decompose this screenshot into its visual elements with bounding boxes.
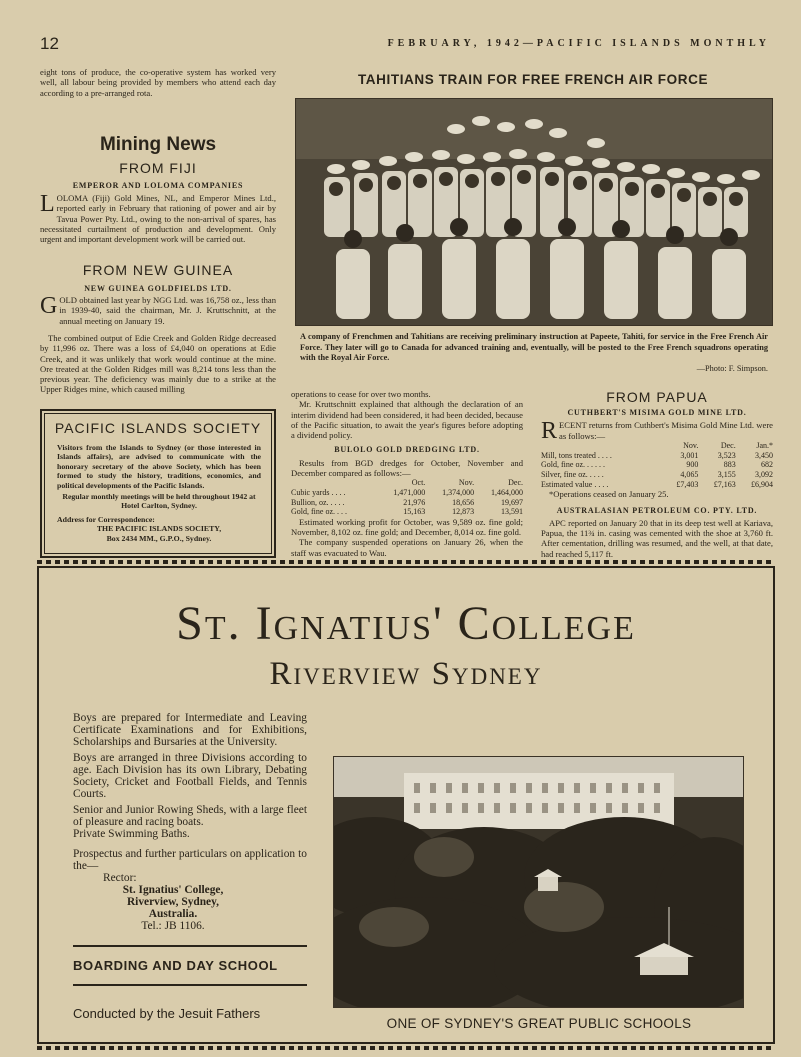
ad-college-name: St. Ignatius' College <box>176 597 636 650</box>
mining-news-title: Mining News <box>99 134 217 155</box>
fiji-subheading: EMPEROR AND LOLOMA COMPANIES <box>72 181 244 190</box>
society-address-line-2: Box 2434 MM., G.P.O., Sydney. <box>106 533 212 543</box>
cuthbert-heading: CUTHBERT'S MISIMA GOLD MINE LTD. <box>567 408 747 417</box>
cuthbert-intro: RECENT returns from Cuthbert's Misima Gold Mine Ltd. were as follows:— <box>541 418 773 445</box>
masthead: FEBRUARY, 1942—PACIFIC ISLANDS MONTHLY <box>387 38 770 49</box>
bulolo-table-header: Oct. Nov. Dec. <box>411 478 523 488</box>
ad-para-3: Senior and Junior Rowing Sheds, with a large fleet of pleasure and racing boats. <box>73 804 307 828</box>
table-row: Gold, fine oz. . . . . . 900 883 682 <box>541 460 773 470</box>
table-row: Gold, fine oz. . . . 15,163 12,873 13,591 <box>291 507 523 517</box>
ad-address-3: Australia. <box>148 908 198 920</box>
table-row: Silver, fine oz. . . . . 4,065 3,155 3,092 <box>541 470 773 480</box>
ad-conducted-by: Conducted by the Jesuit Fathers <box>73 1006 261 1021</box>
society-text-1: Visitors from the Islands to Sydney (or those interested in Islands affairs), are advised to communicate with the honorary secretary of the above Society, which has been formed to study the history, traditions, economics, and political developments of the Pacific Islands. <box>57 443 261 490</box>
table-row: Mill, tons treated . . . . 3,001 3,523 3,450 <box>541 450 773 460</box>
right-column <box>541 389 773 559</box>
middle-text-2: Mr. Kruttschnitt explained that although the declaration of an interim dividend had been considered, it had been decided, because of the Pacific situation, to await the year's figures before adopting a dividend policy. <box>291 399 523 441</box>
ad-description <box>73 712 307 932</box>
ad-para-2: Boys are arranged in three Divisions according to age. Each Division has its own Library, Debating Society, Cricket and Football Fields, and Tennis Courts. <box>73 752 307 800</box>
petroleum-text: APC reported on January 20 that in its deep test well at Kariava, Papua, the 11¾ in. casing was cemented with the shoe at 3,760 ft. After cementation, drilling was resumed, and the well, at that date, had reached 5,117 ft. <box>541 517 773 559</box>
new-guinea-subheading: NEW GUINEA GOLDFIELDS LTD. <box>84 284 232 293</box>
ad-rule-top <box>73 945 307 947</box>
page-number: 12 <box>40 34 59 53</box>
college-photo-scene <box>334 757 743 1007</box>
new-guinea-heading: FROM NEW GUINEA <box>82 262 234 278</box>
middle-text-3: Estimated working profit for October, was 9,589 oz. fine gold; November, 8,102 oz. fine gold; and December, 8,014 oz. fine gold. <box>291 516 523 538</box>
college-photo <box>333 756 744 1008</box>
new-guinea-paragraph-1: GOLD obtained last year by NGG Ltd. was 16,758 oz., less than in 1939-40, said the chairman, Mr. J. Kruttschnitt, at the annual meeting on January 19. <box>40 293 276 326</box>
society-body <box>57 443 261 543</box>
tahitians-group-photo <box>295 98 773 326</box>
ad-rector-label: Rector: <box>103 872 137 884</box>
fiji-heading: FROM FIJI <box>119 160 197 176</box>
ad-school-type: BOARDING AND DAY SCHOOL <box>73 958 278 973</box>
papua-heading: FROM PAPUA <box>606 389 708 405</box>
society-address-label: Address for Correspondence: <box>57 514 155 524</box>
cuthbert-table <box>541 441 773 489</box>
ad-para-4: Private Swimming Baths. <box>73 828 190 840</box>
table-row: Bullion, oz. . . . . 21,976 18,656 19,697 <box>291 497 523 507</box>
society-notice-box <box>40 409 276 558</box>
photo-headline: TAHITIANS TRAIN FOR FREE FRENCH AIR FORCE <box>357 72 709 87</box>
ad-location: Riverview Sydney <box>269 656 543 692</box>
running-header <box>40 34 770 54</box>
society-title: PACIFIC ISLANDS SOCIETY <box>54 420 262 436</box>
society-text-2: Regular monthly meetings will be held throughout 1942 at Hotel Carlton, Sydney. <box>62 492 256 511</box>
ad-address-2: Riverview, Sydney, <box>126 896 220 908</box>
society-address-line-1: THE PACIFIC ISLANDS SOCIETY, <box>96 524 222 534</box>
table-row: Cubic yards . . . . 1,471,000 1,374,000 1,464,000 <box>291 487 523 497</box>
cuthbert-drop-cap: R <box>541 418 558 445</box>
ad-border-dots-top <box>37 560 775 564</box>
bulolo-table <box>291 478 523 516</box>
new-guinea-paragraph-2: The combined output of Edie Creek and Golden Ridge decreased by 11,996 oz. There was a loss of £4,040 on operations at Edie Creek, and it was unlikely that work would continue at the mine. Ore treated at the Golden Ridges mill was 8,214 tons less than the previous year. The deficiency was mainly due to a strike at the Upper Ridges mine, which caused milling <box>40 333 276 395</box>
ad-para-1: Boys are prepared for Intermediate and Leaving Certificate Examinations and for Exhibitions, Scholarships and Bursaries at the University. <box>73 712 307 748</box>
new-guinea-drop-cap: G <box>40 293 58 319</box>
ad-rule-bottom <box>73 984 307 986</box>
cuthbert-note: *Operations ceased on January 25. <box>549 489 669 500</box>
bulolo-heading: BULOLO GOLD DREDGING LTD. <box>334 445 480 455</box>
ad-para-5: Prospectus and further particulars on application to the— <box>73 848 307 872</box>
cuthbert-table-header: Nov. Dec. Jan.* <box>683 441 773 451</box>
fiji-drop-cap: L <box>40 191 55 217</box>
middle-text-1: operations to cease for over two months. <box>291 389 431 399</box>
table-row: Estimated value . . . . £7,403 £7,163 £6,904 <box>541 479 773 489</box>
ad-tagline: ONE OF SYDNEY'S GREAT PUBLIC SCHOOLS <box>386 1016 692 1031</box>
bulolo-intro: Results from BGD dredges for October, November and December compared as follows:— <box>291 457 523 479</box>
fiji-paragraph: LOLOMA (Fiji) Gold Mines, NL, and Emperor Mines Ltd., reported early in February that rationing of power and air by Tavua Power Pty. Ltd., owing to the non-arrival of spares, has necessitated curtailment of production and development. Only urgent and important development work will be carried out. <box>40 191 276 245</box>
petroleum-heading: AUSTRALASIAN PETROLEUM CO. PTY. LTD. <box>556 505 758 515</box>
photo-credit: —Photo: F. Simpson. <box>696 363 768 373</box>
middle-text-4: The company suspended operations on January 26, when the staff was evacuated to Wau. <box>291 537 523 558</box>
photo-caption-text: A company of Frenchmen and Tahitians are receiving preliminary instruction at Papeete, Tahiti, for service in the Free French Air Force. They later will go to Canada for advanced training and, eventually, will be posted to the Free French squadrons operating with the Royal Air Force. <box>300 332 768 362</box>
ad-border-dots-bottom <box>37 1046 775 1050</box>
group-photo-figures <box>296 99 772 325</box>
ad-address-1: St. Ignatius' College, <box>122 884 224 896</box>
ad-phone: Tel.: JB 1106. <box>141 920 205 932</box>
middle-column <box>291 389 523 558</box>
photo-caption <box>300 332 768 374</box>
intro-paragraph: eight tons of produce, the co-operative system has worked very well, all labour being provided by members who attend each day according to a pre-arranged rota. <box>40 67 276 98</box>
